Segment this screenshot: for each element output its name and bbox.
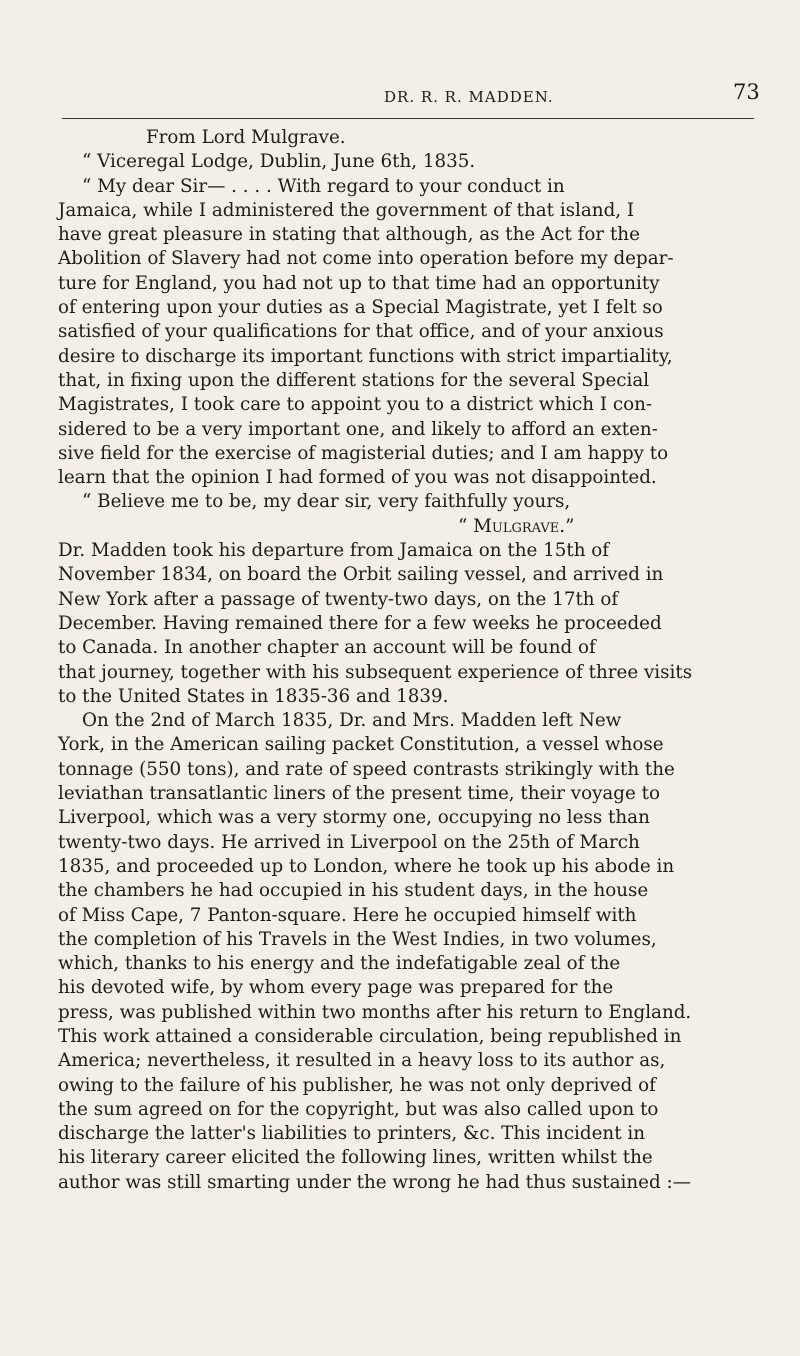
paragraph-line: that journey, together with his subsequent experience of three visits (58, 661, 693, 683)
running-head: DR. R. R. MADDEN. (384, 88, 554, 106)
paragraph-line: which, thanks to his energy and the indefatigable zeal of the (58, 953, 621, 975)
paragraph-line: the sum agreed on for the copyright, but was also called upon to (58, 1098, 659, 1120)
paragraph-line: of Miss Cape, 7 Panton-square. Here he occupied himself with (58, 904, 637, 926)
paragraph-line: This work attained a considerable circulation, being republished in (58, 1025, 682, 1047)
paragraph-line: discharge the latter's liabilities to printers, &c. This incident in (58, 1123, 645, 1145)
paragraph-line: November 1834, on board the Orbit sailing vessel, and arrived in (58, 564, 664, 586)
letter-line: have great pleasure in stating that although, as the Act for the (58, 224, 640, 246)
paragraph-line: press, was published within two months after his return to England. (58, 1001, 692, 1023)
header-rule (62, 118, 754, 119)
paragraph-line: America; nevertheless, it resulted in a heavy loss to its author as, (58, 1050, 666, 1072)
paragraph-line: On the 2nd of March 1835, Dr. and Mrs. Madden left New (82, 710, 622, 732)
letter-address: “ Viceregal Lodge, Dublin, June 6th, 1835. (82, 151, 476, 173)
letter-line: sidered to be a very important one, and likely to afford an exten- (58, 418, 658, 440)
letter-closing: “ Believe me to be, my dear sir, very faithfully yours, (82, 491, 571, 513)
letter-line: satisfied of your qualifications for that office, and of your anxious (58, 321, 664, 343)
letter-line: of entering upon your duties as a Special Magistrate, yet I felt so (58, 297, 663, 319)
paragraph-line: Liverpool, which was a very stormy one, occupying no less than (58, 807, 650, 829)
letter-line: learn that the opinion I had formed of you was not disappointed. (58, 467, 657, 489)
paragraph-line: to Canada. In another chapter an account will be found of (58, 637, 596, 659)
letter-body (58, 175, 766, 491)
letter-line: sive field for the exercise of magisterial duties; and I am happy to (58, 442, 669, 464)
letter-line: Magistrates, I took care to appoint you to a district which I con- (58, 394, 653, 416)
paragraph-line: author was still smarting under the wrong he had thus sustained :— (58, 1171, 691, 1193)
paragraph-line: leviathan transatlantic liners of the present time, their voyage to (58, 783, 660, 805)
letter-line: “ My dear Sir— . . . . With regard to your conduct in (82, 175, 565, 197)
letter-line: desire to discharge its important functions with strict impartiality, (58, 345, 673, 367)
page-number: 73 (733, 80, 760, 104)
paragraph-line: December. Having remained there for a few weeks he proceeded (58, 612, 662, 634)
letter-from: From Lord Mulgrave. (146, 127, 346, 148)
paragraph-line: to the United States in 1835-36 and 1839. (58, 685, 449, 707)
paragraph-line: owing to the failure of his publisher, he was not only deprived of (58, 1074, 656, 1096)
paragraph-line: his literary career elicited the following lines, written whilst the (58, 1147, 653, 1169)
paragraph-line: twenty-two days. He arrived in Liverpool on the 25th of March (58, 831, 640, 853)
letter-line: that, in fixing upon the different stations for the several Special (58, 369, 650, 391)
paragraph-line: Dr. Madden took his departure from Jamaica on the 15th of (58, 540, 610, 562)
letter-line: Jamaica, while I administered the government of that island, I (58, 199, 635, 221)
page-body (58, 126, 766, 1195)
narrative-paragraph-2 (58, 709, 766, 1195)
letter-line: Abolition of Slavery had not come into operation before my depar- (58, 248, 674, 270)
letter-line: ture for England, you had not up to that time had an opportunity (58, 272, 660, 294)
paragraph-line: New York after a passage of twenty-two days, on the 17th of (58, 588, 619, 610)
letter-signature: “ Mulgrave.” (458, 515, 575, 537)
paragraph-line: tonnage (550 tons), and rate of speed contrasts strikingly with the (58, 758, 675, 780)
narrative-paragraph-1 (58, 539, 766, 709)
paragraph-line: his devoted wife, by whom every page was prepared for the (58, 977, 614, 999)
paragraph-line: York, in the American sailing packet Constitution, a vessel whose (58, 734, 664, 756)
paragraph-line: 1835, and proceeded up to London, where he took up his abode in (58, 855, 675, 877)
paragraph-line: the completion of his Travels in the West Indies, in two volumes, (58, 928, 657, 950)
paragraph-line: the chambers he had occupied in his student days, in the house (58, 880, 649, 902)
